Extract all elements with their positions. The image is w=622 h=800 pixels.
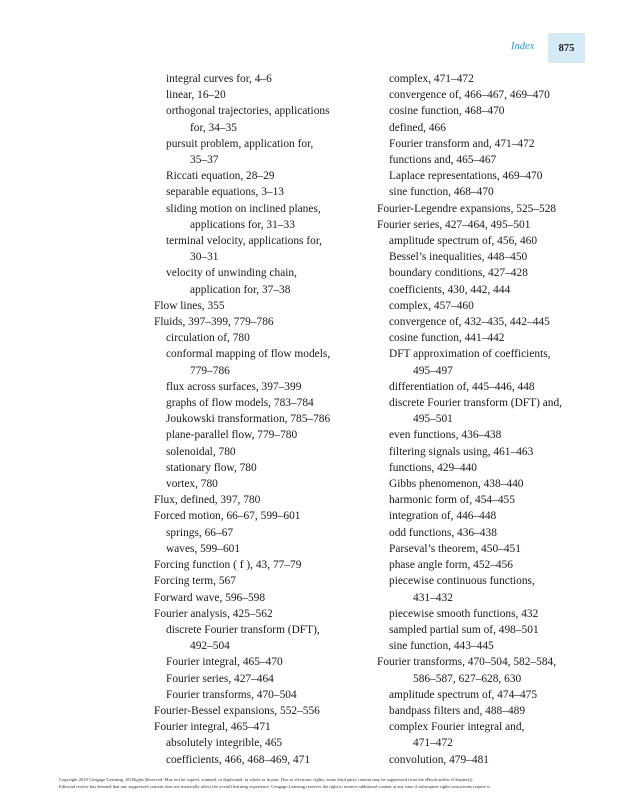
index-entry-continuation: 431–432 <box>413 591 453 604</box>
index-sub-entry: discrete Fourier transform (DFT) and, <box>389 397 563 410</box>
index-sub-entry: Joukowski transformation, 785–786 <box>166 413 331 426</box>
index-entry-continuation: application for, 37–38 <box>190 283 291 296</box>
index-main-entry: Fourier analysis, 425–562 <box>154 607 273 620</box>
index-sub-entry: complex Fourier integral and, <box>389 721 525 734</box>
index-sub-entry: solenoidal, 780 <box>166 445 236 458</box>
index-main-entry: Flow lines, 355 <box>154 299 225 312</box>
index-main-entry: Fluids, 397–399, 779–786 <box>154 316 274 329</box>
index-entry-continuation: 35–37 <box>190 154 219 167</box>
index-sub-entry: coefficients, 430, 442, 444 <box>389 283 511 296</box>
index-entry-continuation: 586–587, 627–628, 630 <box>413 672 522 685</box>
index-sub-entry: Fourier transform and, 471–472 <box>389 137 535 150</box>
index-sub-entry: circulation of, 780 <box>166 332 250 345</box>
index-sub-entry: linear, 16–20 <box>166 89 226 102</box>
index-sub-entry: sliding motion on inclined planes, <box>166 202 321 215</box>
index-main-entry: Forcing term, 567 <box>154 575 236 588</box>
index-sub-entry: stationary flow, 780 <box>166 461 257 474</box>
index-sub-entry: filtering signals using, 461–463 <box>389 445 534 458</box>
index-sub-entry: convolution, 479–481 <box>389 753 489 766</box>
index-main-entry: Forward wave, 596–598 <box>154 591 266 604</box>
index-sub-entry: sine function, 443–445 <box>389 640 494 653</box>
index-sub-entry: convergence of, 466–467, 469–470 <box>389 89 550 102</box>
index-sub-entry: coefficients, 466, 468–469, 471 <box>166 753 311 766</box>
index-sub-entry: terminal velocity, applications for, <box>166 235 323 248</box>
index-entry-continuation: for, 34–35 <box>190 121 237 134</box>
index-sub-entry: plane-parallel flow, 779–780 <box>166 429 298 442</box>
index-sub-entry: discrete Fourier transform (DFT), <box>166 623 320 636</box>
index-sub-entry: velocity of unwinding chain, <box>166 267 297 280</box>
index-sub-entry: functions and, 465–467 <box>389 154 497 167</box>
index-main-entry: Fourier integral, 465–471 <box>154 721 271 734</box>
index-entry-continuation: 30–31 <box>190 251 219 264</box>
index-sub-entry: vortex, 780 <box>166 478 218 491</box>
index-sub-entry: pursuit problem, application for, <box>166 137 314 150</box>
index-sub-entry: sine function, 468–470 <box>389 186 494 199</box>
index-main-entry: Fourier series, 427–464, 495–501 <box>377 218 531 231</box>
index-sub-entry: Fourier transforms, 470–504 <box>166 688 297 701</box>
index-sub-entry: phase angle form, 452–456 <box>389 559 514 572</box>
index-sub-entry: amplitude spectrum of, 474–475 <box>389 688 538 701</box>
index-sub-entry: convergence of, 432–435, 442–445 <box>389 316 550 329</box>
index-sub-entry: waves, 599–601 <box>166 542 241 555</box>
index-sub-entry: odd functions, 436–438 <box>389 526 497 539</box>
page-number: 875 <box>558 42 575 54</box>
index-sub-entry: boundary conditions, 427–428 <box>389 267 528 280</box>
copyright-footer <box>59 777 579 790</box>
index-sub-entry: bandpass filters and, 488–489 <box>389 704 526 717</box>
index-main-entry: Fourier-Legendre expansions, 525–528 <box>377 202 557 215</box>
index-sub-entry: sampled partial sum of, 498–501 <box>389 623 539 636</box>
index-entry-continuation: applications for, 31–33 <box>190 218 295 231</box>
index-column-right <box>377 71 599 768</box>
index-sub-entry: Parseval’s theorem, 450–451 <box>389 542 521 555</box>
index-sub-entry: absolutely integrible, 465 <box>166 737 283 750</box>
index-sub-entry: Laplace representations, 469–470 <box>389 170 543 183</box>
index-main-entry: Fourier transforms, 470–504, 582–584, <box>377 656 557 669</box>
index-sub-entry: harmonic form of, 454–455 <box>389 494 515 507</box>
index-main-entry: Forced motion, 66–67, 599–601 <box>154 510 301 523</box>
index-sub-entry: functions, 429–440 <box>389 461 477 474</box>
index-sub-entry: springs, 66–67 <box>166 526 234 539</box>
footer-line-1: Copyright 2010 Cengage Learning. All Rights Reserved. May not be copied, scanned, or duplicated, in whole or in part. Due to electronic rights, some third party content may be suppressed from the eBook and/or eChapter(s). <box>59 777 474 782</box>
index-sub-entry: Fourier series, 427–464 <box>166 672 274 685</box>
index-column-left <box>154 71 372 768</box>
index-main-entry: Flux, defined, 397, 780 <box>154 494 261 507</box>
index-sub-entry: conformal mapping of flow models, <box>166 348 331 361</box>
index-sub-entry: complex, 471–472 <box>389 73 474 85</box>
index-entry-continuation: 495–501 <box>413 413 453 426</box>
index-sub-entry: integration of, 446–448 <box>389 510 497 523</box>
index-sub-entry: Fourier integral, 465–470 <box>166 656 283 669</box>
index-sub-entry: integral curves for, 4–6 <box>166 73 272 85</box>
index-sub-entry: DFT approximation of coefficients, <box>389 348 551 361</box>
index-sub-entry: even functions, 436–438 <box>389 429 502 442</box>
index-sub-entry: defined, 466 <box>389 121 446 134</box>
index-sub-entry: piecewise continuous functions, <box>389 575 535 588</box>
index-main-entry: Fourier-Bessel expansions, 552–556 <box>154 704 320 717</box>
index-entry-continuation: 492–504 <box>190 640 230 653</box>
index-sub-entry: cosine function, 441–442 <box>389 332 505 345</box>
index-entry-continuation: 471–472 <box>413 737 453 750</box>
index-sub-entry: orthogonal trajectories, applications <box>166 105 330 118</box>
index-entry-continuation: 495–497 <box>413 364 453 377</box>
index-sub-entry: Gibbs phenomenon, 438–440 <box>389 478 524 491</box>
index-sub-entry: Riccati equation, 28–29 <box>166 170 275 183</box>
page-number-box <box>548 33 585 63</box>
index-sub-entry: Bessel’s inequalities, 448–450 <box>389 251 528 264</box>
index-sub-entry: graphs of flow models, 783–784 <box>166 397 314 410</box>
index-entry-continuation: 779–786 <box>190 364 230 377</box>
index-sub-entry: differentiation of, 445–446, 448 <box>389 380 535 393</box>
index-sub-entry: amplitude spectrum of, 456, 460 <box>389 235 538 248</box>
index-sub-entry: separable equations, 3–13 <box>166 186 284 199</box>
index-sub-entry: piecewise smooth functions, 432 <box>389 607 539 620</box>
footer-line-2: Editorial review has deemed that any suppressed content does not materially affect the overall learning experience. Cengage Learning reserves the right to remove additional content at any time if subsequent rights restrictions require it. <box>59 783 491 789</box>
index-sub-entry: flux across surfaces, 397–399 <box>166 380 302 393</box>
index-main-entry: Forcing function ( f ), 43, 77–79 <box>154 559 302 572</box>
running-head-label: Index <box>511 41 535 52</box>
index-sub-entry: complex, 457–460 <box>389 299 474 312</box>
index-sub-entry: cosine function, 468–470 <box>389 105 505 118</box>
